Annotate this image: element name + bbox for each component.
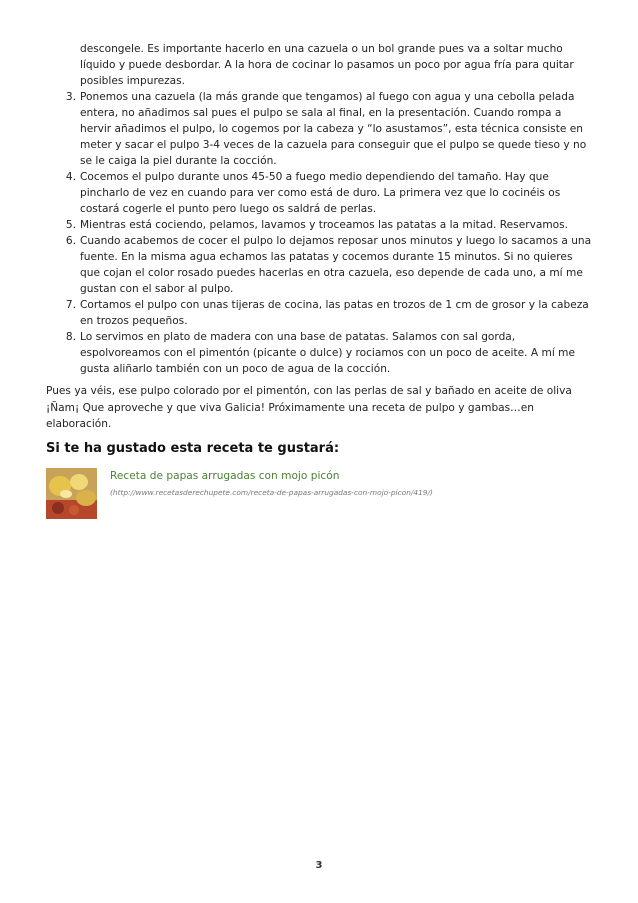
step-text: Cocemos el pulpo durante unos 45-50 a fuego medio dependiendo del tamaño. Hay que pincharlo de vez en cuando para ver como está de duro. La primera vez que lo cocinéis os costará cogerle el punto pero luego os saldrá de perlas. <box>80 171 561 215</box>
recipe-thumbnail-image[interactable] <box>46 468 97 519</box>
closing-paragraph: Pues ya véis, ese pulpo colorado por el pimentón, con las perlas de sal y bañado en aceite de oliva ¡Ñam¡ Que aproveche y que viva Galicia! Próximamente una receta de pulpo y gambas…en elaboración. <box>46 385 572 430</box>
page-content <box>46 41 594 519</box>
step-text: Cortamos el pulpo con unas tijeras de cocina, las patas en trozos de 1 cm de grosor y la cabeza en trozos pequeños. <box>80 299 589 327</box>
related-recipe[interactable] <box>46 468 594 519</box>
step-number: 4. <box>65 171 76 183</box>
recipe-steps-list <box>46 41 594 377</box>
recipe-step <box>46 233 594 297</box>
step-number: 5. <box>65 219 76 231</box>
step-number: 7. <box>65 299 76 311</box>
related-recipe-text <box>110 468 433 519</box>
recipe-step <box>46 329 594 377</box>
section-title: Si te ha gustado esta receta te gustará: <box>46 440 340 456</box>
page-number: 3 <box>315 860 323 871</box>
recipe-step <box>46 41 594 89</box>
step-text: Lo servimos en plato de madera con una base de patatas. Salamos con sal gorda, espolvoreamos con el pimentón (picante o dulce) y rociamos con un poco de aceite. A mí me gusta aliñarlo también con un poco de agua de la cocción. <box>80 331 575 375</box>
step-text: Ponemos una cazuela (la más grande que tengamos) al fuego con agua y una cebolla pelada entera, no añadimos sal pues el pulpo se sala al final, en la presentación. Cuando rompa a hervir añadimos el pulpo, lo cogemos por la cabeza y “lo asustamos”, esta técnica consiste en meter y sacar el pulpo 3-4 veces de la cazuela para conseguir que el pulpo se quede tieso y no se le caiga la piel durante la cocción. <box>80 91 587 167</box>
step-number <box>46 41 80 89</box>
recipe-step <box>46 297 594 329</box>
recipe-step <box>46 169 594 217</box>
step-number: 3. <box>65 91 76 103</box>
step-text: Cuando acabemos de cocer el pulpo lo dejamos reposar unos minutos y luego lo sacamos a una fuente. En la misma agua echamos las patatas y cocemos durante 15 minutos. Si no quieres que cojan el color rosado puedes hacerlas en otra cazuela, eso depende de cada uno, a mí me gustan con el sabor al pulpo. <box>80 235 592 295</box>
step-text: descongele. Es importante hacerlo en una cazuela o un bol grande pues va a soltar mucho líquido y puede desbordar. A la hora de cocinar lo pasamos un poco por agua fría para quitar posibles impurezas. <box>80 43 574 87</box>
step-text: Mientras está cociendo, pelamos, lavamos y troceamos las patatas a la mitad. Reservamos. <box>80 219 569 231</box>
related-recipe-url: (http://www.recetasderechupete.com/receta-de-papas-arrugadas-con-mojo-picon/419/) <box>110 487 433 497</box>
recipe-step <box>46 89 594 169</box>
step-number: 6. <box>65 235 76 247</box>
related-recipe-link[interactable]: Receta de papas arrugadas con mojo picón <box>110 469 340 482</box>
recipe-step <box>46 217 594 233</box>
step-number: 8. <box>65 331 76 343</box>
